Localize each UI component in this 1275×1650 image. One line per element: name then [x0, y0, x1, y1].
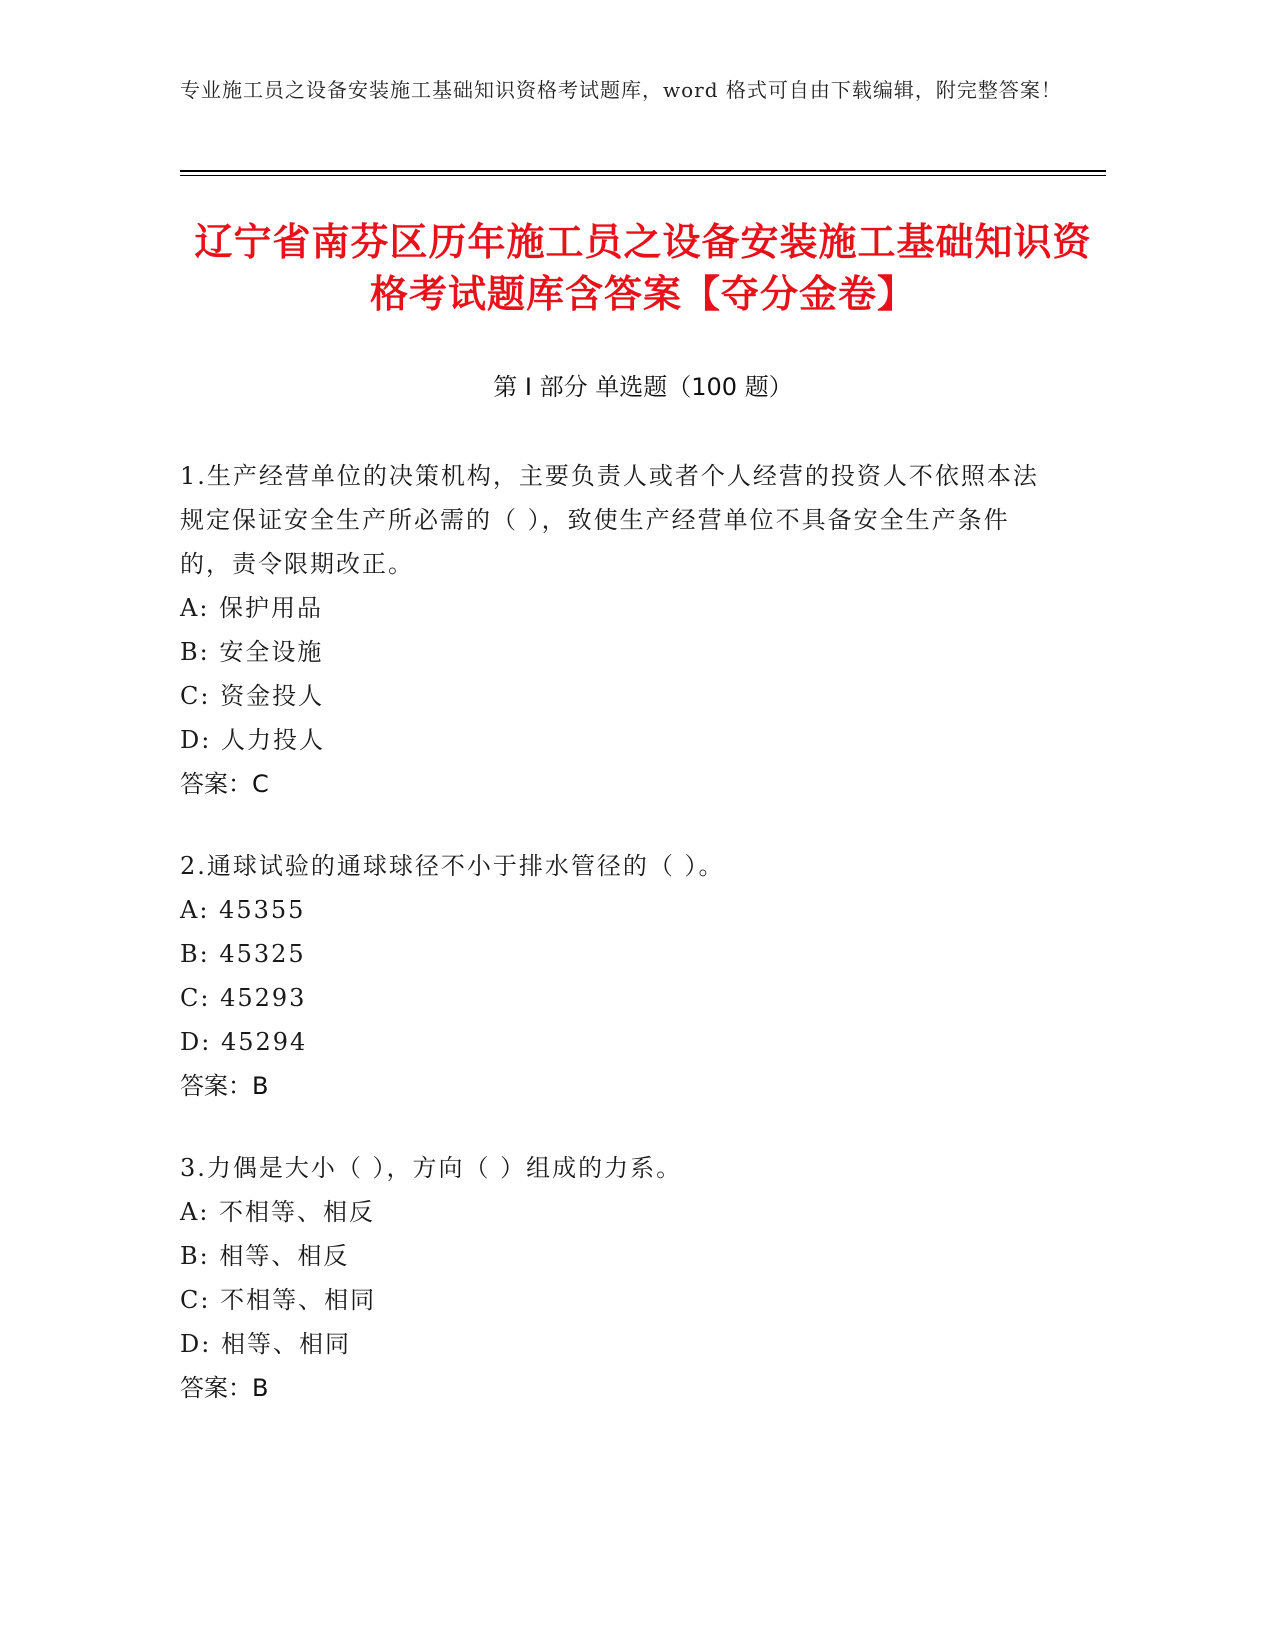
option-d: D: 人力投人 — [180, 726, 325, 754]
option-a: A: 不相等、相反 — [180, 1198, 376, 1226]
option-d: D: 相等、相同 — [180, 1330, 351, 1358]
option-b: B: 相等、相反 — [180, 1242, 350, 1270]
section-heading: 第 I 部分 单选题（100 题） — [493, 373, 793, 401]
option-b: B: 安全设施 — [180, 638, 324, 666]
question-stem: 2.通球试验的通球球径不小于排水管径的（ ）。 — [180, 852, 725, 880]
question-stem: 1.生产经营单位的决策机构，主要负责人或者个人经营的投资人不依照本法规定保证安全生产所必需的（ ），致使生产经营单位不具备安全生产条件的，责令限期改正。 — [180, 462, 1039, 578]
header-rule-thick — [180, 170, 1106, 172]
answer: 答案：B — [180, 1072, 269, 1100]
answer: 答案：C — [180, 770, 269, 798]
question-stem: 3.力偶是大小（ ），方向（ ）组成的力系。 — [180, 1154, 683, 1182]
header-rule-thin — [180, 175, 1106, 176]
question-3 — [180, 1146, 1040, 1410]
option-a: A: 45355 — [180, 896, 306, 924]
option-c: C: 资金投人 — [180, 682, 325, 710]
question-1 — [180, 454, 1040, 806]
question-list — [180, 454, 1040, 1448]
option-a: A: 保护用品 — [180, 594, 324, 622]
option-b: B: 45325 — [180, 940, 306, 968]
document-title: 辽宁省南芬区历年施工员之设备安装施工基础知识资格考试题库含答案【夺分金卷】 — [194, 220, 1092, 316]
option-d: D: 45294 — [180, 1028, 308, 1056]
option-c: C: 不相等、相同 — [180, 1286, 377, 1314]
answer: 答案：B — [180, 1374, 269, 1402]
header-note: 专业施工员之设备安装施工基础知识资格考试题库，word 格式可自由下载编辑，附完整答案！ — [180, 78, 1062, 102]
option-c: C: 45293 — [180, 984, 307, 1012]
question-2 — [180, 844, 1040, 1108]
